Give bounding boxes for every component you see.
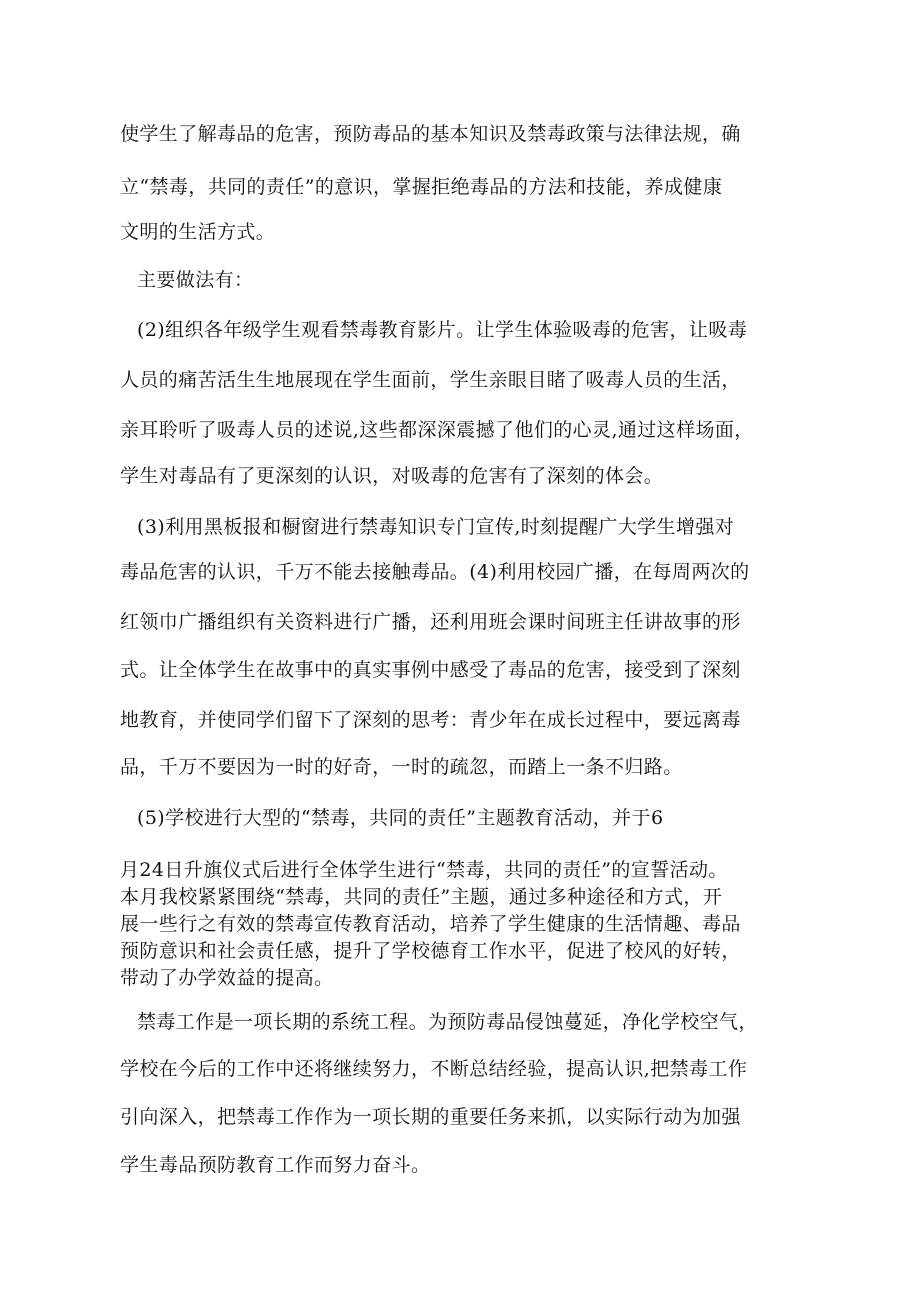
text-line: 亲耳聆听了吸毒人员的述说,这些都深深震撼了他们的心灵,通过这样场面， <box>120 419 754 441</box>
text-line: 本月我校紧紧围绕“禁毒，共同的责任”主题，通过多种途径和方式，开 <box>120 886 723 908</box>
text-line: 毒品危害的认识，千万不能去接触毒品。(4)利用校园广播，在每周两次的 <box>120 561 750 583</box>
text-line: (2)组织各年级学生观看禁毒教育影片。让学生体验吸毒的危害，让吸毒 <box>137 319 748 341</box>
text-line: 地教育，并使同学们留下了深刻的思考：青少年在成长过程中，要远离毒 <box>120 709 741 731</box>
text-line: 引向深入，把禁毒工作作为一项长期的重要任务来抓，以实际行动为加强 <box>120 1106 741 1128</box>
text-line: 带动了办学效益的提高。 <box>120 967 334 989</box>
text-line: 人员的痛苦活生生地展现在学生面前，学生亲眼目睹了吸毒人员的生活， <box>120 369 741 391</box>
text-line: 使学生了解毒品的危害，预防毒品的基本知识及禁毒政策与法律法规，确 <box>120 123 741 145</box>
text-line: 式。让全体学生在故事中的真实事例中感受了毒品的危害，接受到了深刻 <box>120 659 741 681</box>
text-line: 立“禁毒，共同的责任”的意识，掌握拒绝毒品的方法和技能，养成健康 <box>120 176 723 198</box>
text-line: 学生毒品预防教育工作而努力奋斗。 <box>120 1154 431 1176</box>
text-line: 预防意识和社会责任感，提升了学校德育工作水平，促进了校风的好转， <box>120 940 741 962</box>
text-line: 月24日升旗仪式后进行全体学生进行“禁毒，共同的责任”的宣誓活动。 <box>120 859 728 881</box>
text-line: 文明的生活方式。 <box>120 221 276 243</box>
text-line: 禁毒工作是一项长期的系统工程。为预防毒品侵蚀蔓延，净化学校空气， <box>137 1011 758 1033</box>
text-line: 主要做法有： <box>137 269 254 291</box>
text-line: (5)学校进行大型的“禁毒，共同的责任”主题教育活动，并于6 <box>137 807 664 829</box>
text-line: 学生对毒品有了更深刻的认识，对吸毒的危害有了深刻的体会。 <box>120 465 664 487</box>
text-line: 品，千万不要因为一时的好奇，一时的疏忽，而踏上一条不归路。 <box>120 756 683 778</box>
text-line: (3)利用黑板报和橱窗进行禁毒知识专门宣传,时刻提醒广大学生增强对 <box>137 516 735 538</box>
text-line: 展一些行之有效的禁毒宣传教育活动，培养了学生健康的生活情趣、毒品 <box>120 913 741 935</box>
text-line: 红领巾广播组织有关资料进行广播，还利用班会课时间班主任讲故事的形 <box>120 611 741 633</box>
text-line: 学校在今后的工作中还将继续努力，不断总结经验，提高认识,把禁毒工作 <box>120 1058 748 1080</box>
